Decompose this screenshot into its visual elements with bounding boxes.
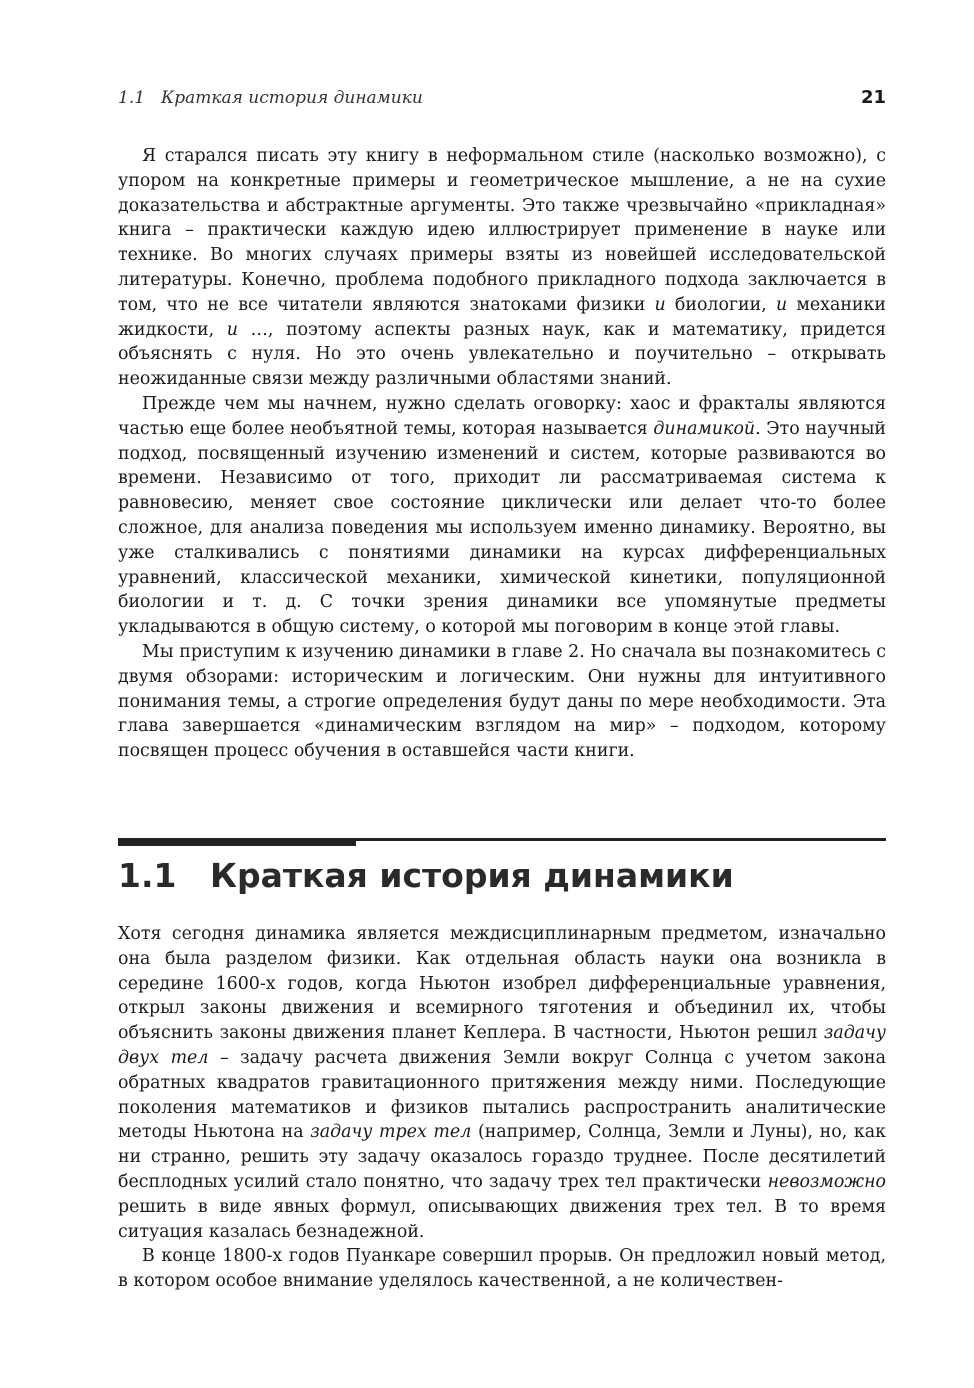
running-head [118, 88, 886, 112]
emphasis: и [775, 294, 788, 315]
text-run: решить в виде явных формул, описывающих движения трех тел. В то время ситуация казалась безнадежной. [118, 1196, 886, 1242]
section-title: Краткая история динамики [210, 856, 734, 895]
text-run: – задачу расчета движения Земли вокруг Солнца с учетом закона обратных квадратов гравитационного притяжения между ними. Последующие поколения математиков и физиков пытались распространить аналитические методы Ньютона на [118, 1047, 886, 1143]
emphasis: невозможно [767, 1171, 886, 1192]
paragraph [118, 392, 886, 640]
running-head-section: 1.1 [118, 88, 146, 108]
paragraph [118, 922, 886, 1244]
text-run: …, поэтому аспекты разных наук, как и математику, придется объяснять с нуля. Но это очень увлекательно и поучительно – открывать неожиданные связи между различными областями знаний. [118, 319, 886, 390]
text-run: (например, Солнца, Земли и Луны), но, как ни странно, решить эту задачу оказалось гораздо труднее. После десятилетий бесплодных усилий стало понятно, что задачу трех тел практически [118, 1122, 886, 1192]
text-run: Прежде чем мы начнем, нужно сделать оговорку: хаос и фракталы являются частью еще более необъятной темы, которая называется [118, 393, 886, 439]
paragraph: Мы приступим к изучению динамики в главе 2. Но сначала вы познакомитесь с двумя обзорами: историческим и логическим. Они нужны для интуитивного понимания темы, а строгие определения будут даны по мере необходимости. Эта глава завершается «динамическим взглядом на мир» – подходом, которому посвящен процесс обучения в оставшейся части книги. [118, 641, 886, 762]
text-run: . Это научный подход, посвященный изучению изменений и систем, которые развиваются во времени. Независимо от того, приходит ли рассматриваемая система к равновесию, меняет свое состояние циклически или делает что-то более сложное, для анализа поведения мы используем именно динамику. Вероятно, вы уже сталкивались с понятиями динамики на курсах дифференциальных уравнений, классической механики, химической кинетики, популяционной биологии и т. д. С точки зрения динамики все упомянутые предметы укладываются в общую систему, о которой мы поговорим в конце этой главы. [118, 418, 886, 638]
text-run: Хотя сегодня динамика является междисциплинарным предметом, изначально она была разделом физики. Как отдельная область науки она возникла в середине 1600-х годов, когда Ньютон изобрел дифференциальные уравнения, открыл законы движения и всемирного тяготения и объединил их, чтобы объяснить законы движения планет Кеплера. В частности, Ньютон решил [118, 924, 886, 1044]
emphasis: динамикой [653, 418, 756, 439]
running-head-text: Краткая история динамики [161, 88, 423, 108]
text-run: Я старался писать эту книгу в неформальном стиле (насколько возможно), с упором на конкретные примеры и геометрическое мышление, а не на сухие доказательства и абстрактные аргументы. Это также чрезвычайно «прикладная» книга – практически каждую идею иллюстрирует применение в науке или технике. Во многих случаях примеры взяты из новейшей исследовательской литературы. Конечно, проблема подобного прикладного подхода заключается в том, что не все читатели являются знатоками физики [118, 146, 886, 315]
section-heading [118, 856, 734, 895]
paragraph: В конце 1800-х годов Пуанкаре совершил прорыв. Он предложил новый метод, в котором особое внимание уделялось качественной, а не количествен- [118, 1246, 886, 1292]
section-rule-accent [118, 838, 356, 846]
section-number: 1.1 [118, 856, 177, 895]
page-number: 21 [860, 87, 886, 108]
emphasis: и [226, 319, 238, 340]
text-run: механики жидкости, [118, 294, 886, 340]
emphasis: и [654, 294, 666, 315]
intro-text [118, 144, 886, 764]
running-head-title [118, 88, 423, 108]
section-body [118, 922, 886, 1294]
emphasis: задачу двух тел [118, 1023, 886, 1068]
text-run: биологии, [665, 294, 776, 315]
paragraph [118, 144, 886, 392]
emphasis: задачу трех тел [310, 1122, 472, 1143]
